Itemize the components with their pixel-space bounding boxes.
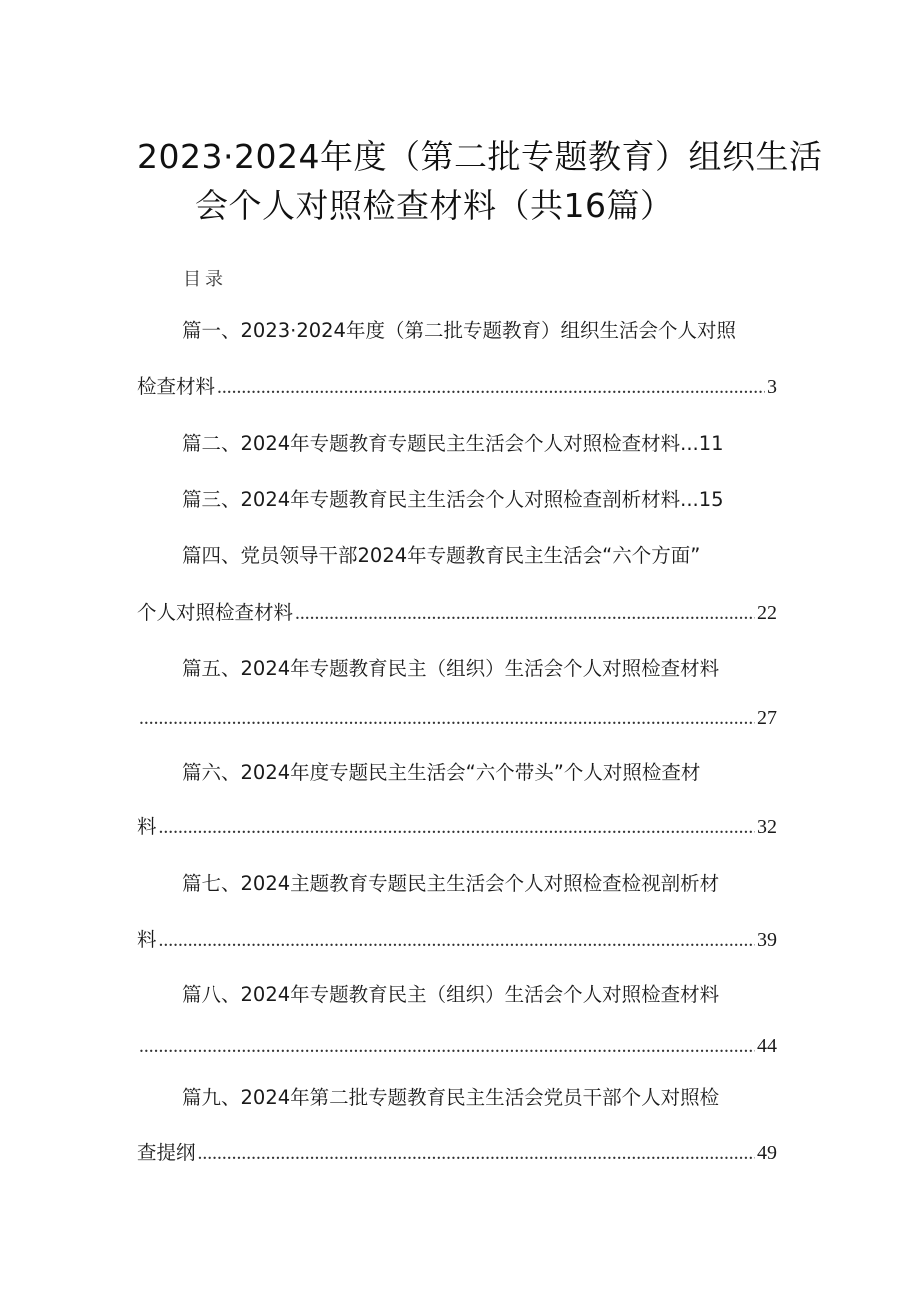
toc-entry-6-continuation: 料 [137, 815, 157, 838]
toc-entry-9-line-2 [137, 1140, 777, 1167]
toc-entry-6-line-2 [137, 814, 777, 841]
dot-leader [159, 815, 755, 841]
document-title-line-1: 2023·2024年度（第二批专题教育）组织生活 [137, 137, 823, 176]
toc-entry-5-line-2 [137, 705, 777, 732]
dot-leader [295, 601, 755, 627]
toc-entry-7-continuation: 料 [137, 928, 157, 951]
toc-entry-6-line-1: 篇六、2024年度专题民主生活会“六个带头”个人对照检查材 [182, 761, 701, 784]
toc-entry-3: 篇三、2024年专题教育民主生活会个人对照检查剖析材料...15 [182, 488, 724, 511]
toc-entry-7-line-1: 篇七、2024主题教育专题民主生活会个人对照检查检视剖析材 [182, 872, 720, 895]
toc-entry-5-page: 27 [757, 707, 777, 729]
toc-heading: 目录 [183, 269, 227, 290]
dot-leader [139, 1034, 755, 1060]
dot-leader [139, 706, 755, 732]
toc-entry-7-line-2 [137, 927, 777, 954]
toc-entry-9-continuation: 查提纲 [137, 1141, 196, 1164]
toc-entry-2: 篇二、2024年专题教育专题民主生活会个人对照检查材料...11 [182, 432, 724, 455]
toc-entry-4-line-2 [137, 600, 777, 627]
toc-entry-4-page: 22 [757, 602, 777, 624]
document-title-line-2: 会个人对照检查材料（共16篇） [195, 186, 674, 225]
toc-entry-5-line-1: 篇五、2024年专题教育民主（组织）生活会个人对照检查材料 [182, 657, 720, 680]
toc-entry-7-page: 39 [757, 929, 777, 951]
toc-entry-4-continuation: 个人对照检查材料 [137, 601, 294, 624]
toc-entry-8-line-1: 篇八、2024年专题教育民主（组织）生活会个人对照检查材料 [182, 983, 720, 1006]
toc-entry-9-line-1: 篇九、2024年第二批专题教育民主生活会党员干部个人对照检 [182, 1086, 720, 1109]
dot-leader [198, 1141, 755, 1167]
toc-entry-1-page: 3 [767, 376, 777, 398]
toc-entry-4-line-1: 篇四、党员领导干部2024年专题教育民主生活会“六个方面” [182, 544, 701, 567]
toc-entry-9-page: 49 [757, 1142, 777, 1164]
toc-entry-1-continuation: 检查材料 [137, 375, 216, 398]
toc-entry-1-line-1: 篇一、2023·2024年度（第二批专题教育）组织生活会个人对照 [182, 319, 736, 342]
toc-entry-8-page: 44 [757, 1035, 777, 1057]
dot-leader [159, 928, 755, 954]
toc-entry-6-page: 32 [757, 816, 777, 838]
toc-entry-1-line-2 [137, 374, 777, 401]
dot-leader [217, 375, 765, 401]
toc-entry-8-line-2 [137, 1033, 777, 1060]
